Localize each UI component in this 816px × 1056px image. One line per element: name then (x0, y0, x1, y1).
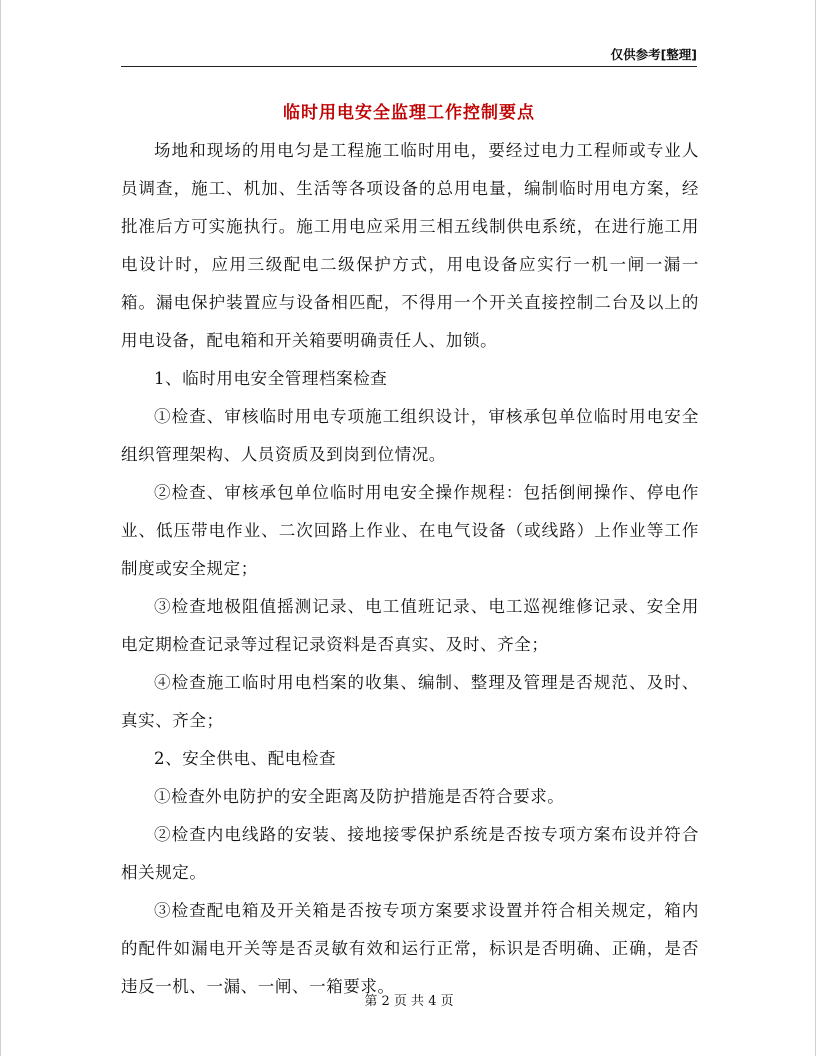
paragraph-intro: 场地和现场的用电匀是工程施工临时用电，要经过电力工程师或专业人员调查，施工、机加、生活等各项设备的总用电量，编制临时用电方案，经批准后方可实施执行。施工用电应采用三相五线制供电系统，在进行施工用电设计时，应用三级配电二级保护方式，用电设备应实行一机一闸一漏一箱。漏电保护装置应与设备相匹配，不得用一个开关直接控制二台及以上的用电设备，配电箱和开关箱要明确责任人、加锁。 (121, 141, 699, 350)
document-body (121, 132, 699, 1006)
paragraph-item: ③检查地极阻值摇测记录、电工值班记录、电工巡视维修记录、安全用电定期检查记录等过程记录资料是否真实、及时、齐全； (121, 597, 699, 654)
paragraph-item: ②检查内电线路的安装、接地接零保护系统是否按专项方案布设并符合相关规定。 (121, 825, 699, 882)
section-heading-1: 1、临时用电安全管理档案检查 (154, 369, 388, 388)
paragraph-item: ③检查配电箱及开关箱是否按专项方案要求设置并符合相关规定，箱内的配件如漏电开关等是否灵敏有效和运行正常，标识是否明确、正确，是否违反一机、一漏、一闸、一箱要求。 (121, 901, 699, 996)
document-title: 临时用电安全监理工作控制要点 (283, 103, 535, 123)
section-heading-2: 2、安全供电、配电检查 (154, 749, 337, 768)
paragraph-item: ④检查施工临时用电档案的收集、编制、整理及管理是否规范、及时、真实、齐全； (121, 673, 699, 730)
page-header: 仅供参考[整理] (121, 44, 697, 67)
page-number-footer: 第 2 页 共 4 页 (364, 994, 454, 1009)
paragraph-item: ①检查、审核临时用电专项施工组织设计，审核承包单位临时用电安全组织管理架构、人员资质及到岗到位情况。 (121, 407, 699, 464)
paragraph-item: ①检查外电防护的安全距离及防护措施是否符合要求。 (154, 787, 565, 806)
paragraph-item: ②检查、审核承包单位临时用电安全操作规程：包括倒闸操作、停电作业、低压带电作业、二次回路上作业、在电气设备（或线路）上作业等工作制度或安全规定； (121, 483, 699, 578)
